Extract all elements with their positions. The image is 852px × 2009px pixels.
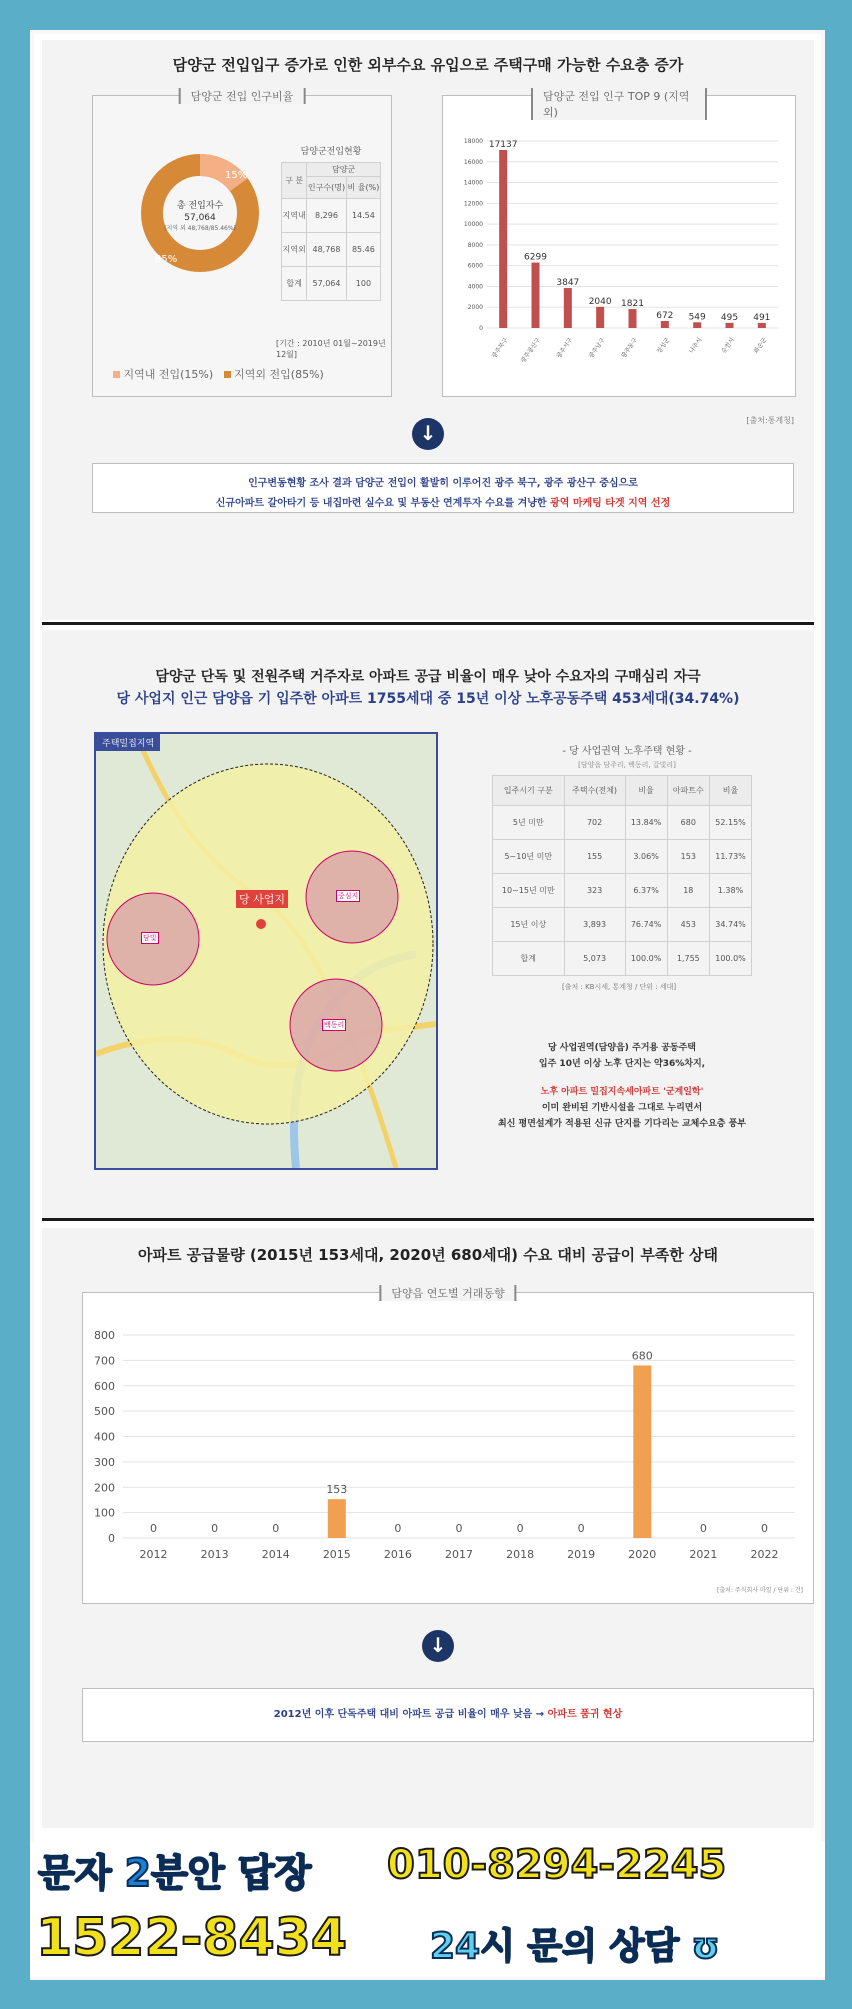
table-cell: 453 [667,908,709,942]
x-tick-label: 2014 [261,1548,290,1561]
legend-inner-label: 지역내 전입(15%) [123,368,214,381]
mini-cell: 14.54 [346,199,380,233]
banner-smile-icon: ʊ [691,1926,720,1967]
mini-cell: 48,768 [307,233,347,267]
data-label: 3847 [556,278,580,289]
y-tick-label: 0 [479,325,483,332]
x-tick-label: 화순군 [752,336,769,355]
x-tick-label: 광주광산구 [519,336,543,365]
legend-swatch-outer [224,371,231,378]
map-zone-right-top-label: 중심지 [338,892,359,900]
bar [499,150,507,328]
table-cell: 3,893 [564,908,625,942]
x-tick-label: 2016 [383,1548,412,1561]
donut-center-label: 총 전입자수 [176,201,224,211]
data-label: 0 [211,1522,219,1535]
section3-note-b: 아파트 품귀 현상 [547,1709,623,1720]
bar [564,288,572,328]
top9-box [442,90,796,397]
old-housing-table-sub: [담양읍 담주리, 백동리, 갈빛리] [578,761,676,769]
section2-desc2: 입주 10년 이상 노후 단지는 약36%차지, [538,1059,706,1069]
table-cell: 1,755 [667,942,709,976]
x-tick-label: 순천시 [720,336,737,355]
table-cell: 680 [667,806,709,840]
x-tick-label: 2020 [628,1548,657,1561]
table-cell: 15년 이상 [493,908,565,942]
bar [532,263,540,328]
table-cell: 18 [667,874,709,908]
donut-box [92,90,392,397]
mini-cell: 8,296 [307,199,347,233]
map-site-label: 당 사업지 [236,890,288,908]
mini-cell: 57,064 [307,267,347,301]
y-tick-label: 200 [94,1481,115,1495]
x-tick-label: 2019 [567,1548,596,1561]
y-tick-label: 300 [94,1455,115,1469]
bar [633,1365,651,1538]
x-tick-label: 2022 [750,1548,779,1561]
mini-table-period: [기간 : 2010년 01월~2019년 12월] [276,339,386,359]
x-tick-label: 2021 [689,1548,718,1561]
x-tick-label: 광주북구 [490,336,510,360]
data-label: 491 [753,312,771,323]
donut-chart [135,148,265,278]
old-housing-table-title: - 당 사업권역 노후주택 현황 - [562,746,692,757]
table-cell: 100.0% [625,942,667,976]
table-cell: 5~10년 미만 [493,840,565,874]
y-tick-label: 4000 [467,283,483,291]
data-label: 6299 [524,252,547,263]
y-tick-label: 2000 [467,304,483,312]
table-cell: 155 [564,840,625,874]
banner-phone-main[interactable]: 1522-8434 [36,1908,348,1968]
data-label: 0 [760,1522,768,1535]
down-arrow-icon: ↓ [422,1630,454,1662]
bar [726,323,734,328]
section2-subtitle: 당 사업지 인근 담양읍 기 입주한 아파트 1755세대 중 15년 이상 노후공동주택 453세대(34.74%) [116,691,740,707]
x-tick-label: 나주시 [688,336,704,355]
y-tick-label: 18000 [463,138,483,145]
table-cell: 3.06% [625,840,667,874]
map-panel [94,732,438,1170]
section1-note-line1: 인구변동현황 조사 결과 담양군 전입이 활발히 이루어진 광주 북구, 광주 광산구 중심으로 [248,478,638,489]
bar [693,322,701,328]
table-head: 주택수(전체) [564,776,625,806]
section3-title: 아파트 공급물량 (2015년 153세대, 2020년 680세대) 수요 대비 공급이 부족한 상태 [137,1246,718,1264]
old-housing-table [492,775,752,976]
table-cell: 11.73% [710,840,752,874]
data-label: 549 [688,312,706,323]
table-head: 입주시기 구분 [493,776,565,806]
table-cell: 702 [564,806,625,840]
y-tick-label: 16000 [463,158,483,166]
data-label: 672 [656,311,674,322]
data-label: 0 [516,1522,524,1535]
section1-note [92,463,794,513]
table-cell: 1.38% [710,874,752,908]
y-tick-label: 0 [108,1532,115,1545]
x-tick-label: 장성군 [655,336,672,355]
table-cell: 13.84% [625,806,667,840]
down-arrow-icon: ↓ [412,418,444,450]
mini-cell: 100 [346,267,380,301]
section2-desc [472,1040,772,1132]
section2-desc4: 이미 완비된 기반시설을 그대로 누리면서 [541,1103,703,1113]
section-divider [42,1218,814,1221]
y-tick-label: 8000 [467,241,483,249]
mini-col-count: 인구수(명) [307,177,347,199]
table-cell: 34.74% [710,908,752,942]
data-label: 153 [326,1483,348,1497]
x-tick-label: 2012 [139,1548,168,1561]
data-label: 0 [699,1522,707,1535]
y-tick-label: 10000 [463,221,483,229]
table-cell: 5년 미만 [493,806,565,840]
mini-table [281,162,381,301]
data-label: 680 [631,1349,653,1363]
data-label: 1821 [621,299,644,310]
top9-bar-chart [443,96,795,396]
bar [758,323,766,328]
data-label: 17137 [488,139,518,150]
table-cell: 323 [564,874,625,908]
section-supply [42,1228,814,1828]
data-label: 0 [577,1522,585,1535]
bar [596,307,604,328]
donut-center-note: (지역 외 48,768/85.46%) [164,225,236,232]
old-housing-table-source: [출처 : KB시세, 통계청 / 단위 : 세대] [562,983,677,991]
table-cell: 합계 [493,942,565,976]
table-row [493,908,752,942]
legend-outer-label: 지역외 전입(85%) [234,368,324,381]
table-cell: 100.0% [710,942,752,976]
table-head: 비율 [710,776,752,806]
section-population [42,40,814,620]
data-label: 0 [394,1522,402,1535]
section1-note-line2b: 광역 마케팅 타겟 지역 선정 [550,498,671,509]
section1-title: 담양군 전입입구 증가로 인한 외부수요 유입으로 주택구매 가능한 수요층 증가 [172,56,684,74]
bar [661,321,669,328]
table-cell: 10~15년 미만 [493,874,565,908]
map-tab: 주택밀집지역 [96,734,160,751]
banner-24h-label: 24시 문의 상담 [430,1926,680,1967]
mini-col-ratio: 비 율(%) [346,177,380,199]
legend-swatch-inner [113,371,120,378]
table-head: 아파트수 [667,776,709,806]
top9-source: [출처:통계청] [746,416,794,425]
mini-cell: 지역내 [282,199,307,233]
table-row [493,806,752,840]
data-label: 495 [720,312,739,323]
y-tick-label: 500 [94,1405,115,1419]
table-row [493,874,752,908]
x-tick-label: 2018 [506,1548,535,1561]
data-label: 0 [272,1522,280,1535]
contact-banner [30,1842,825,1977]
data-label: 0 [455,1522,463,1535]
section2-desc3: 노후 아파트 밀집지속세아파트 '군계일학' [540,1087,704,1097]
supply-chart-tab: 담양읍 연도별 거래동향 [379,1285,516,1301]
x-tick-label: 2015 [322,1548,351,1561]
y-tick-label: 12000 [463,200,483,208]
x-tick-label: 광주서구 [555,336,575,360]
table-cell: 76.74% [625,908,667,942]
section2-desc1: 당 사업권역(담양읍) 주거용 공동주택 [547,1043,697,1053]
map-graphic [96,734,436,1168]
y-tick-label: 700 [94,1354,115,1368]
bar [328,1499,346,1538]
x-tick-label: 2017 [445,1548,473,1561]
section2-title: 담양군 단독 및 전원주택 거주자로 아파트 공급 비율이 매우 낮아 수요자의 구매심리 자극 [155,669,701,685]
top9-box-tab: 담양군 전입 인구 TOP 9 (지역 외) [531,88,707,120]
mini-col-gubun: 구 분 [282,163,307,199]
y-tick-label: 100 [94,1506,115,1520]
supply-bar-chart [83,1293,813,1603]
banner-24h-text [430,1918,719,1969]
donut-box-tab: 담양군 전입 인구비율 [179,88,306,104]
section-divider [42,622,814,625]
table-cell: 6.37% [625,874,667,908]
y-tick-label: 800 [94,1329,115,1342]
table-row [493,942,752,976]
section3-note-a: 2012년 이후 단독주택 대비 아파트 공급 비율이 매우 낮음 → [273,1709,548,1720]
section-housing [42,630,814,1220]
mini-cell: 85.46 [346,233,380,267]
table-head: 비율 [625,776,667,806]
y-tick-label: 600 [94,1379,115,1393]
x-tick-label: 광주동구 [620,336,640,360]
table-cell: 52.15% [710,806,752,840]
section1-note-line2a: 신규아파트 갈아타기 등 내집마련 실수요 및 부동산 연계투자 수요를 겨냥한 [215,498,551,509]
table-cell: 5,073 [564,942,625,976]
map-zone-right-bottom-label: 백동리 [324,1021,345,1029]
table-row [493,840,752,874]
bar [629,309,637,328]
y-tick-label: 14000 [463,179,483,187]
supply-chart-source: [출처: 주식회사 마일 / 단위 : 건] [717,1587,803,1594]
banner-phone-mobile[interactable]: 010-8294-2245 [387,1842,727,1888]
page-frame [30,30,825,1980]
mini-head-group: 담양군 [307,163,381,177]
data-label: 2040 [588,296,612,307]
map-site-pin-icon [256,919,266,929]
donut-outer-pct: 85% [155,254,178,265]
supply-chart-box [82,1287,814,1604]
x-tick-label: 2013 [200,1548,229,1561]
data-label: 0 [150,1522,158,1535]
y-tick-label: 400 [94,1430,115,1444]
section2-desc5: 최신 평면설계가 적용된 신규 단지를 기다리는 교체수요층 풍부 [498,1119,746,1129]
donut-center-value: 57,064 [184,213,216,223]
mini-cell: 합계 [282,267,307,301]
mini-table-title: 담양군전입현황 [300,147,362,157]
donut-legend [113,366,324,382]
mini-cell: 지역외 [282,233,307,267]
banner-text-reply: 문자 2분안 답장 [38,1851,312,1895]
donut-inner-pct: 15% [225,170,248,181]
x-tick-label: 광주남구 [587,336,607,360]
y-tick-label: 6000 [467,262,483,270]
section3-note [82,1688,814,1742]
map-zone-left-label: 담빛 [143,934,157,942]
table-cell: 153 [667,840,709,874]
